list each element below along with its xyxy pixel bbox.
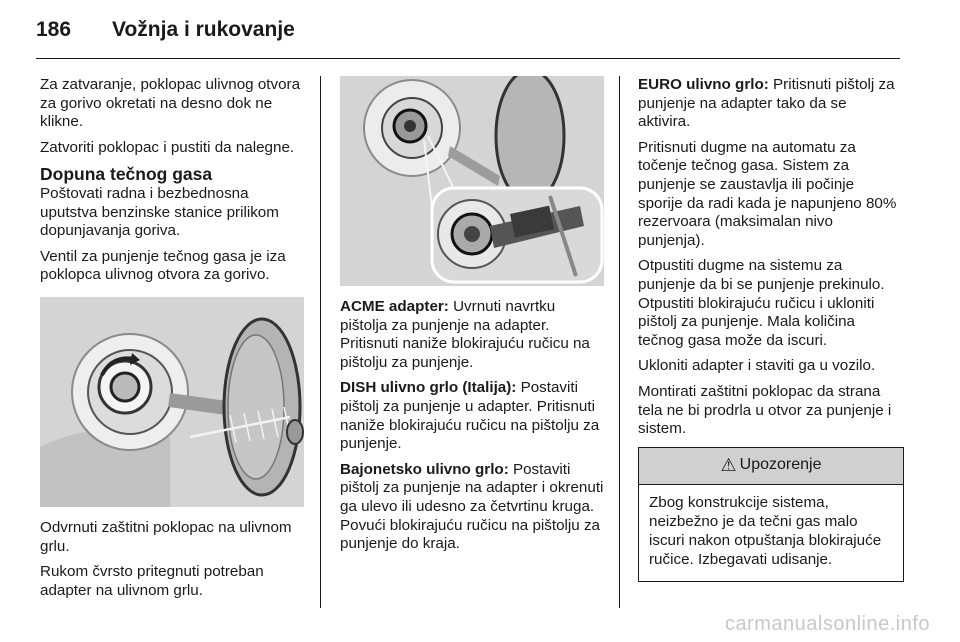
acme-text: Uvrnuti navrtku pištolja za punjenje na adapter. Pritisnuti naniže blokirajuću ručicu na pištolju za punjenje. — [340, 298, 590, 371]
watermark: carmanualsonline.info — [724, 613, 930, 635]
fuel-cap-open-illustration — [40, 297, 304, 507]
paragraph: Ventil za punjenje tečnog gasa je iza poklopca ulivnog otvora za gorivo. — [40, 247, 286, 284]
warning-box — [638, 447, 904, 582]
paragraph: Zatvoriti poklopac i pustiti da nalegne. — [40, 138, 295, 156]
bajonet-text: Postaviti pištolj za punjenje na adapter i okrenuti ga ulevo ili udesno za četvrtinu kruga. Povući blokirajuću ručicu na pištolju za punjenje do kraja. — [340, 460, 604, 553]
page-header — [36, 18, 295, 50]
paragraph-dish — [340, 379, 604, 453]
paragraph: Poštovati radna i bezbednosna uputstva benzinske stanice prilikom dopunjavanja goriva. — [40, 184, 279, 240]
column-divider-2 — [619, 76, 620, 608]
chapter-title: Vožnja i rukovanje — [112, 18, 295, 41]
paragraph-acme — [340, 298, 604, 372]
paragraph: Pritisnuti dugme na automatu za točenje tečnog gasa. Sistem za punjenje se zaustavlja ili počinje sporije da radi kada je napunjeno 80% rezervoara (maksimalan nivo punjenja). — [638, 138, 897, 249]
column-1 — [40, 76, 304, 607]
paragraph: Montirati zaštitni poklopac da strana tela ne bi prodrla u otvor za punjenje i sistem. — [638, 382, 892, 438]
header-rule — [36, 58, 900, 59]
warning-triangle-icon: ⚠ — [720, 455, 737, 476]
dish-text: Postaviti pištolj za punjenje u adapter. Pritisnuti naniže blokirajuću ručicu na pištolju za punjenje. — [340, 379, 600, 453]
paragraph: Rukom čvrsto pritegnuti potreban adapter na ulivnom grlu. — [40, 563, 264, 599]
column-divider-1 — [320, 76, 321, 608]
euro-text: Pritisnuti pištolj za punjenje na adapter tako da se aktivira. — [638, 76, 895, 131]
euro-label: EURO ulivno grlo: — [638, 76, 769, 93]
page-number: 186 — [36, 18, 72, 41]
paragraph-bajonet — [340, 461, 604, 554]
paragraph: Za zatvaranje, poklopac ulivnog otvora za gorivo okretati na desno dok ne klikne. — [40, 76, 301, 131]
paragraph: Otpustiti dugme na sistemu za punjenje da bi se punjenje prekinulo. Otpustiti blokirajuću ručicu i ukloniti pištolj za punjenje. Mala količina tečnog gasa može da iscuri. — [638, 257, 885, 349]
paragraph: Ukloniti adapter i staviti ga u vozilo. — [638, 357, 876, 375]
warning-title: Upozorenje — [739, 456, 822, 474]
dish-label: DISH ulivno grlo (Italija): — [340, 379, 517, 397]
column-3 — [638, 76, 902, 582]
bajonet-label: Bajonetsko ulivno grlo: — [340, 460, 509, 478]
adapter-illustration — [340, 76, 604, 286]
warning-header — [639, 448, 903, 485]
paragraph: Odvrnuti zaštitni poklopac na ulivnom grlu. — [40, 518, 292, 555]
section-heading: Dopuna tečnog gasa — [40, 164, 213, 185]
acme-label: ACME adapter: — [340, 298, 449, 315]
paragraph-euro — [638, 76, 902, 132]
warning-text: Zbog konstrukcije sistema, neizbežno je da tečni gas malo iscuri nakon otpuštanja blokirajuće ručice. Izbegavati udisanje. — [649, 493, 882, 568]
column-2 — [340, 76, 604, 561]
